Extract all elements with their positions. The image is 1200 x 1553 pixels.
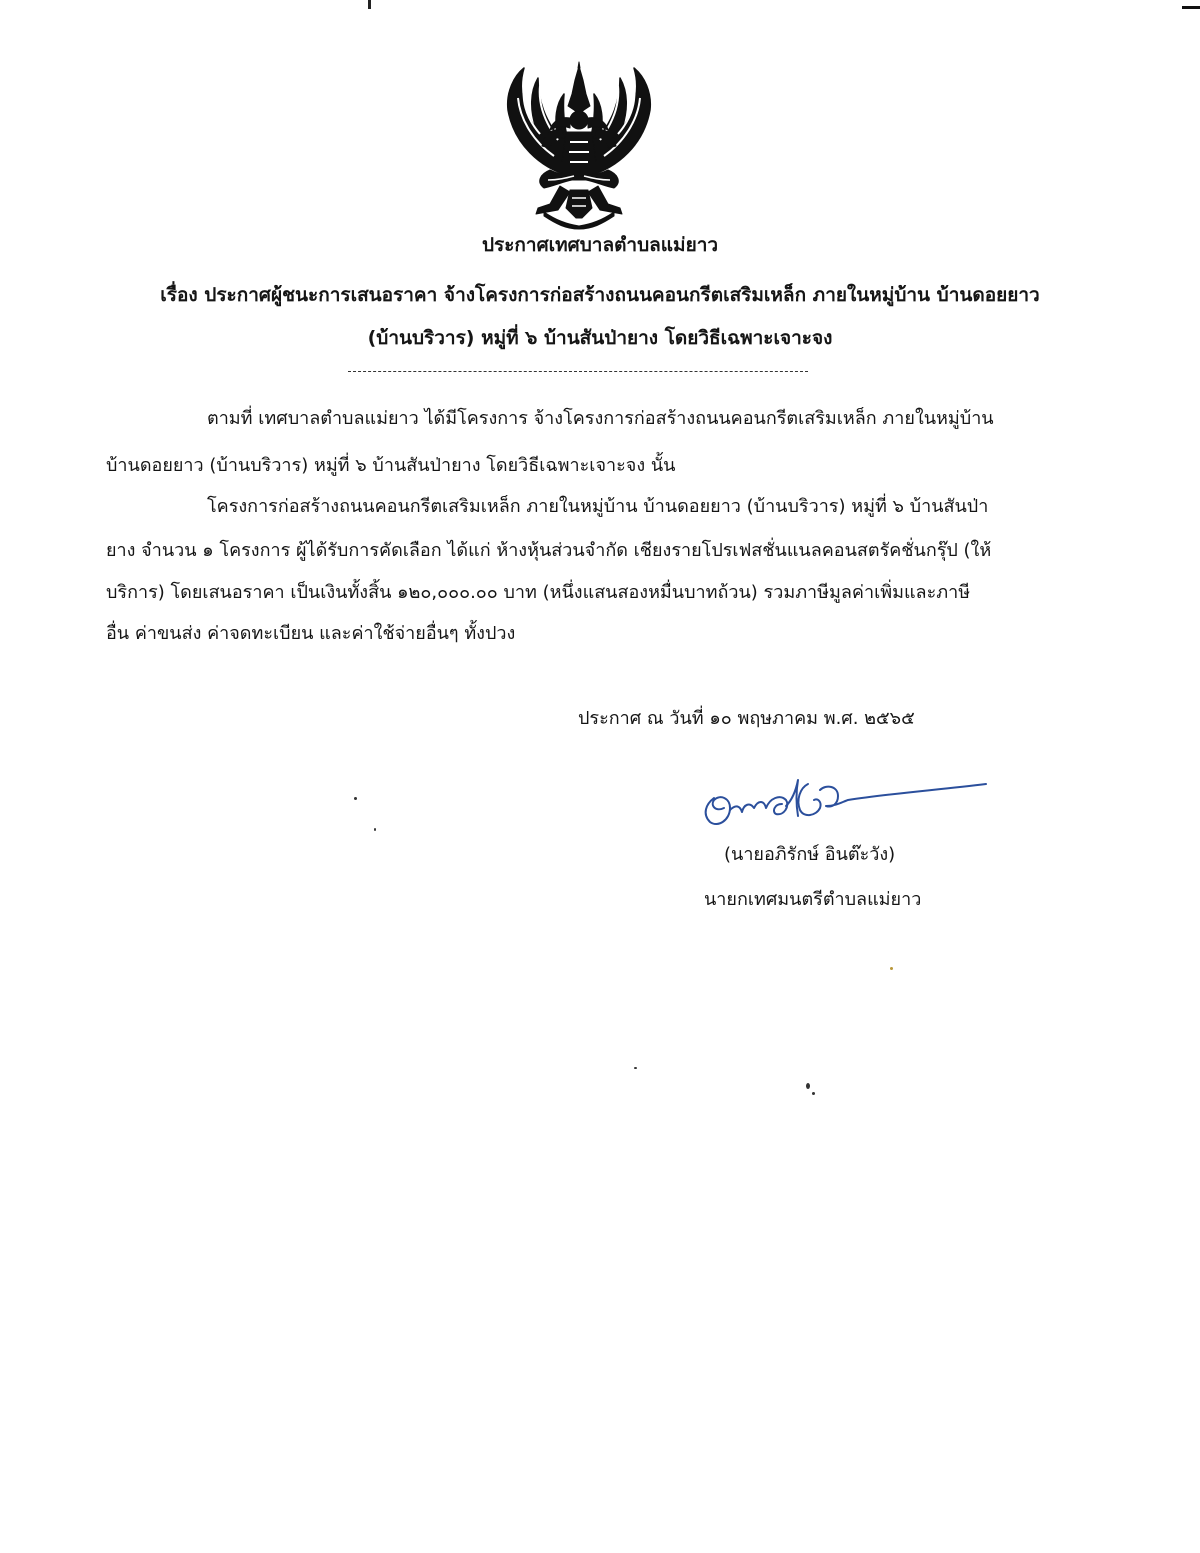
- body-paragraph-1-line: ตามที่ เทศบาลตำบลแม่ยาว ได้มีโครงการ จ้างโครงการก่อสร้างถนนคอนกรีตเสริมเหล็ก ภายในหมู่บ้าน: [207, 408, 994, 429]
- body-paragraph-2-line: อื่น ค่าขนส่ง ค่าจดทะเบียน และค่าใช้จ่ายอื่นๆ ทั้งปวง: [106, 623, 516, 644]
- body-paragraph-2-line: โครงการก่อสร้างถนนคอนกรีตเสริมเหล็ก ภายในหมู่บ้าน บ้านดอยยาว (บ้านบริวาร) หมู่ที่ ๖ บ้านสันป่า: [207, 496, 989, 517]
- scan-edge-mark: [1182, 6, 1200, 9]
- body-paragraph-2-line: บริการ) โดยเสนอราคา เป็นเงินทั้งสิ้น ๑๒๐,๐๐๐.๐๐ บาท (หนึ่งแสนสองหมื่นบาทถ้วน) รวมภาษีมูลค่าเพิ่มและภาษี: [106, 582, 971, 603]
- announcement-issuer: ประกาศเทศบาลตำบลแม่ยาว: [481, 234, 719, 256]
- body-paragraph-2-line: ยาง จำนวน ๑ โครงการ ผู้ได้รับการคัดเลือก ได้แก่ ห้างหุ้นส่วนจำกัด เชียงรายโปรเฟสชั่นแนลคอนสตรัคชั่นกรุ๊ป (ให้: [106, 540, 992, 561]
- signatory-title: นายกเทศมนตรีตำบลแม่ยาว: [704, 889, 922, 910]
- scan-edge-mark: [368, 0, 371, 9]
- scan-speck: [634, 1067, 637, 1069]
- announcement-subject-line-2: (บ้านบริวาร) หมู่ที่ ๖ บ้านสันป่ายาง โดยวิธีเฉพาะเจาะจง: [367, 327, 833, 349]
- scan-speck: [354, 797, 357, 800]
- announcement-subject-line-1: เรื่อง ประกาศผู้ชนะการเสนอราคา จ้างโครงการก่อสร้างถนนคอนกรีตเสริมเหล็ก ภายในหมู่บ้าน บ้านดอยยาว: [160, 284, 1040, 306]
- scan-speck: [812, 1092, 815, 1095]
- dashed-divider: [348, 371, 808, 372]
- body-paragraph-1-line: บ้านดอยยาว (บ้านบริวาร) หมู่ที่ ๖ บ้านสันป่ายาง โดยวิธีเฉพาะเจาะจง นั้น: [106, 455, 676, 476]
- signatory-name: (นายอภิรักษ์ อินต๊ะวัง): [724, 844, 896, 865]
- scan-speck: [890, 967, 893, 970]
- scan-speck: [374, 828, 376, 831]
- handwritten-signature-icon: [696, 770, 996, 840]
- announcement-date: ประกาศ ณ วันที่ ๑๐ พฤษภาคม พ.ศ. ๒๕๖๕: [578, 708, 915, 729]
- garuda-emblem-icon: [500, 58, 658, 230]
- scan-speck: [806, 1083, 810, 1089]
